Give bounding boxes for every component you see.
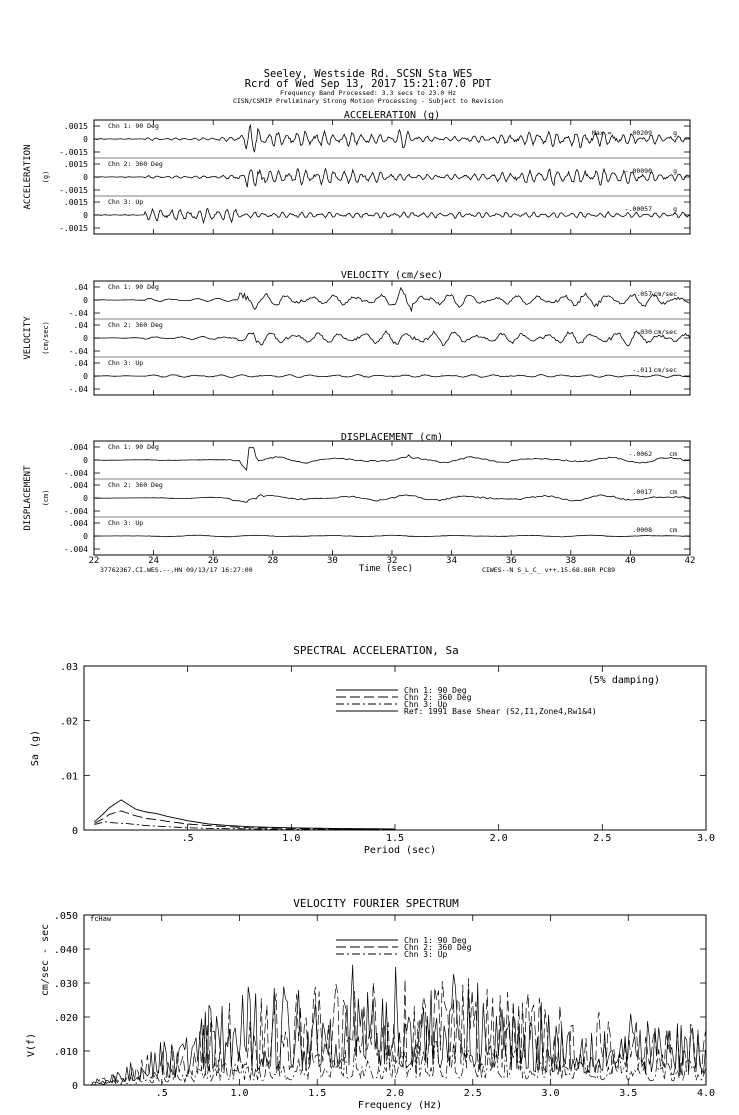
waveform-dis-chn1 — [94, 448, 690, 470]
waveform-vel-chn3 — [94, 375, 690, 378]
y-tick-label: -.004 — [63, 507, 88, 516]
channel-label: Chn 1: 90 Deg — [108, 283, 159, 291]
spectral-frame — [84, 666, 706, 830]
spectral-title: SPECTRAL ACCELERATION, Sa — [293, 644, 459, 657]
peak-value: -.00090 — [624, 167, 652, 175]
waveform-acc-chn2 — [94, 169, 690, 188]
channel-label: Chn 1: 90 Deg — [108, 443, 159, 451]
time-tick-label: 30 — [326, 556, 338, 566]
time-tick-label: 24 — [148, 556, 160, 566]
panel-dis — [23, 432, 690, 555]
waveform-dis-chn2 — [94, 495, 690, 503]
peak-value: -.0062 — [628, 450, 652, 458]
peak-value: .0008 — [632, 526, 652, 534]
time-footer-right: CIWES--N S_L_C_ v++.15.68.86R PC89 — [482, 566, 616, 574]
y-tick-label: .04 — [73, 283, 88, 292]
y-tick-label: .010 — [53, 1047, 78, 1058]
channel-label: Chn 2: 360 Deg — [108, 481, 163, 489]
legend-entry: Chn 2: 360 Deg — [404, 693, 472, 702]
x-tick-label: 1.5 — [308, 1088, 327, 1099]
spectral-acceleration-chart — [30, 644, 715, 856]
y-tick-label: .01 — [59, 771, 78, 783]
panel-title: VELOCITY (cm/sec) — [340, 270, 444, 281]
legend-entry: Chn 1: 90 Deg — [404, 936, 467, 945]
legend-entry: Chn 3: Up — [404, 700, 448, 709]
peak-value: -.00057 — [624, 205, 652, 213]
panel-ylabel: DISPLACEMENT — [23, 465, 33, 531]
time-tick-label: 22 — [88, 556, 100, 566]
y-tick-label: .0015 — [63, 198, 88, 207]
time-tick-label: 26 — [207, 556, 219, 566]
y-tick-label: -.0015 — [59, 148, 88, 157]
velocity-fourier-chart — [26, 897, 715, 1111]
y-tick-label: .004 — [68, 519, 88, 528]
x-tick-label: 2.5 — [463, 1088, 482, 1099]
time-tick-label: 28 — [267, 556, 279, 566]
panel-yunit: (cm/sec) — [42, 321, 50, 355]
panel-yunit: (cm) — [42, 489, 50, 507]
y-tick-label: -.04 — [68, 385, 88, 394]
x-tick-label: 2.0 — [489, 833, 508, 844]
peak-unit: g — [673, 167, 677, 175]
x-tick-label: 2.5 — [593, 833, 612, 844]
panel-yunit: (g) — [42, 170, 50, 184]
time-series-panels — [23, 110, 695, 566]
y-tick-label: .004 — [68, 481, 88, 490]
fourier-ylabel: V(f) — [26, 1032, 37, 1058]
header-band: Frequency Band Processed: 3.3 secs to 23.0 Hz — [279, 89, 457, 97]
time-footer-left: 37762367.CI.WES.--.HN 09/13/17 16:27:00 — [100, 566, 253, 574]
peak-value: -.057 — [632, 290, 652, 298]
legend-entry: Chn 3: Up — [404, 950, 448, 959]
x-tick-label: 3.5 — [619, 1088, 638, 1099]
y-tick-label: 0 — [83, 334, 88, 343]
legend-entry: Chn 1: 90 Deg — [404, 686, 467, 695]
y-tick-label: -.004 — [63, 545, 88, 554]
waveform-vel-chn2 — [94, 331, 690, 346]
channel-label: Chn 3: Up — [108, 519, 144, 527]
legend-entry: Chn 2: 360 Deg — [404, 943, 472, 952]
max-label: Max = — [592, 129, 612, 137]
y-tick-label: .040 — [53, 945, 78, 956]
waveform-dis-chn3 — [94, 535, 690, 537]
peak-unit: cm/sec — [653, 366, 677, 374]
waveform-acc-chn3 — [94, 208, 690, 222]
spectral-ylabel: Sa (g) — [30, 729, 41, 767]
x-tick-label: 3.0 — [541, 1088, 560, 1099]
y-tick-label: 0 — [83, 296, 88, 305]
time-tick-label: 42 — [684, 556, 696, 566]
peak-unit: cm/sec — [653, 290, 677, 298]
y-tick-label: -.04 — [68, 347, 88, 356]
channel-label: Chn 2: 360 Deg — [108, 160, 163, 168]
time-tick-label: 40 — [624, 556, 636, 566]
y-tick-label: 0 — [71, 1081, 78, 1092]
panel-ylabel: ACCELERATION — [23, 144, 33, 210]
fourier-yunit: cm/sec - sec — [40, 923, 51, 997]
y-tick-label: .0015 — [63, 122, 88, 131]
y-tick-label: 0 — [83, 532, 88, 541]
legend-entry: Ref: 1991 Base Shear (S2,I1,Zone4,Rw1&4) — [404, 707, 597, 716]
peak-value: .00209 — [628, 129, 652, 137]
y-tick-label: .02 — [59, 716, 78, 728]
x-tick-label: .5 — [181, 833, 194, 844]
channel-label: Chn 3: Up — [108, 359, 144, 367]
x-tick-label: 2.0 — [385, 1088, 405, 1099]
time-tick-label: 36 — [505, 556, 517, 566]
panel-vel — [23, 270, 690, 395]
fourier-corner-label: fcHaw — [90, 915, 112, 923]
y-tick-label: -.0015 — [59, 224, 88, 233]
header-station: Seeley, Westside Rd. SCSN Sta WES — [263, 68, 473, 80]
y-tick-label: .0015 — [63, 160, 88, 169]
time-axis-label: Time (sec) — [358, 564, 414, 574]
peak-unit: g — [673, 129, 677, 137]
y-tick-label: 0 — [83, 456, 88, 465]
panel-title: ACCELERATION (g) — [343, 110, 441, 121]
x-tick-label: .5 — [155, 1088, 168, 1099]
y-tick-label: .004 — [68, 443, 88, 452]
fourier-title: VELOCITY FOURIER SPECTRUM — [293, 897, 459, 910]
y-tick-label: 0 — [83, 494, 88, 503]
y-tick-label: -.04 — [68, 309, 88, 318]
channel-label: Chn 1: 90 Deg — [108, 122, 159, 130]
x-tick-label: 4.0 — [696, 1088, 716, 1099]
peak-value: -.030 — [632, 328, 652, 336]
damping-note: (5% damping) — [587, 675, 660, 686]
peak-value: -.011 — [632, 366, 652, 374]
spectral-xlabel: Period (sec) — [363, 845, 437, 856]
header-notice: CISN/CSMIP Preliminary Strong Motion Processing - Subject to Revision — [232, 97, 504, 105]
peak-value: .0017 — [632, 488, 652, 496]
y-tick-label: 0 — [83, 211, 88, 220]
peak-unit: cm — [669, 488, 677, 496]
y-tick-label: .030 — [53, 979, 78, 990]
y-tick-label: .04 — [73, 321, 88, 330]
y-tick-label: .050 — [53, 911, 78, 922]
channel-label: Chn 3: Up — [108, 198, 144, 206]
y-tick-label: 0 — [83, 173, 88, 182]
peak-unit: cm — [669, 526, 677, 534]
y-tick-label: .04 — [73, 359, 88, 368]
time-tick-label: 38 — [565, 556, 577, 566]
fourier-xlabel: Frequency (Hz) — [357, 1100, 443, 1111]
y-tick-label: -.004 — [63, 469, 88, 478]
x-tick-label: 1.0 — [230, 1088, 249, 1099]
peak-unit: cm/sec — [653, 328, 677, 336]
peak-unit: g — [673, 205, 677, 213]
time-tick-label: 32 — [386, 556, 398, 566]
waveform-vel-chn1 — [94, 288, 690, 311]
header-record: Rcrd of Wed Sep 13, 2017 15:21:07.0 PDT — [244, 78, 492, 90]
y-tick-label: 0 — [83, 135, 88, 144]
x-tick-label: 1.0 — [282, 833, 301, 844]
panel-ylabel: VELOCITY — [23, 316, 33, 360]
x-tick-label: 1.5 — [385, 833, 405, 844]
panel-frame — [94, 281, 690, 395]
channel-label: Chn 2: 360 Deg — [108, 321, 163, 329]
panel-title: DISPLACEMENT (cm) — [340, 432, 444, 443]
x-tick-label: 3.0 — [696, 833, 716, 844]
y-tick-label: .03 — [59, 662, 78, 673]
y-tick-label: -.0015 — [59, 186, 88, 195]
panel-acc — [23, 110, 690, 234]
y-tick-label: 0 — [71, 826, 78, 837]
peak-unit: cm — [669, 450, 677, 458]
spectral-series-chn1 — [94, 800, 395, 829]
time-tick-label: 34 — [446, 556, 458, 566]
y-tick-label: .020 — [53, 1013, 78, 1024]
y-tick-label: 0 — [83, 372, 88, 381]
